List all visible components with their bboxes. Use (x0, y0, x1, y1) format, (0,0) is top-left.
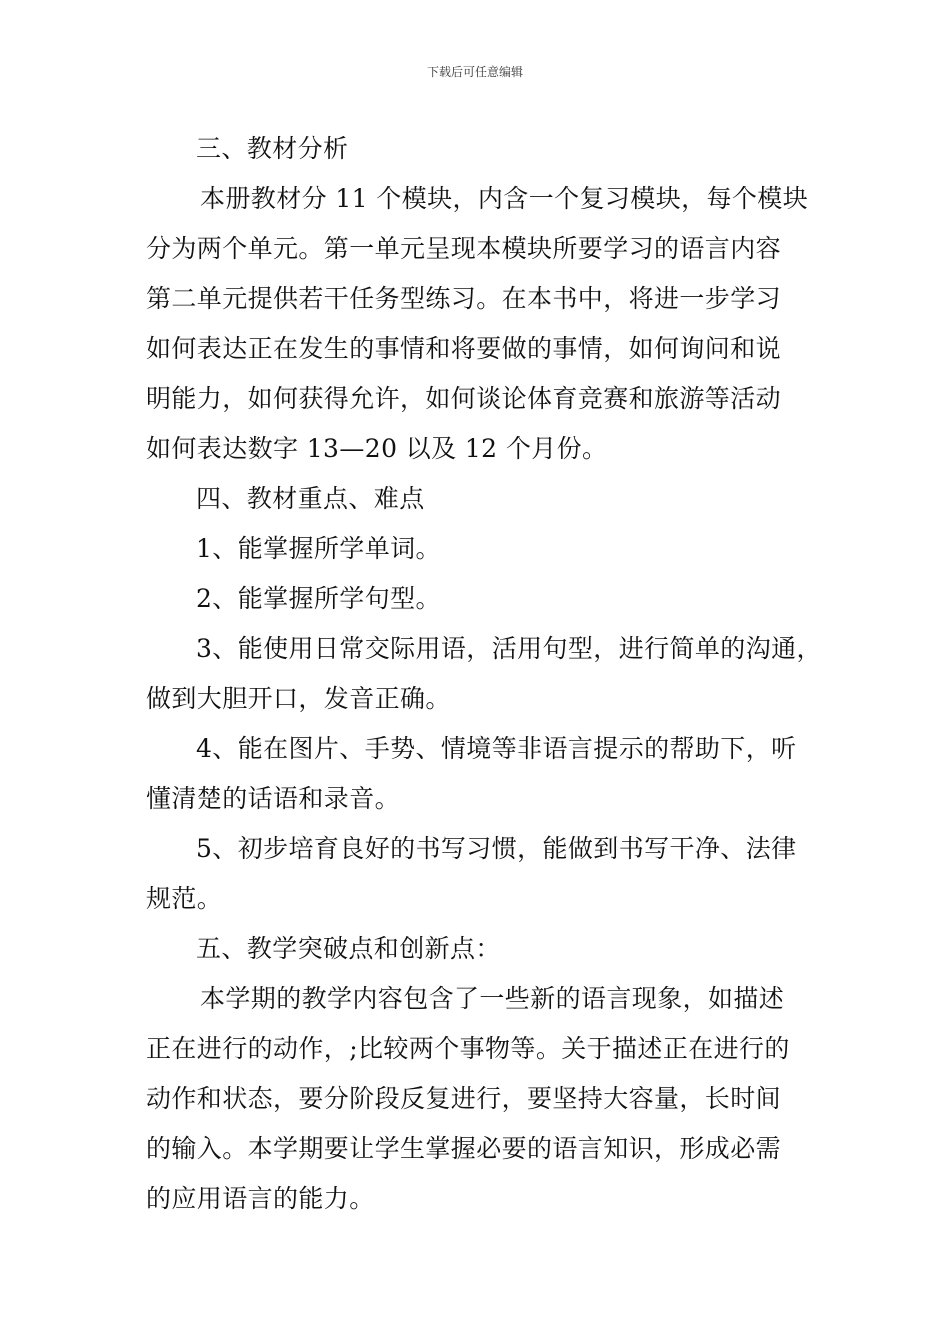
section-5-paragraph: 本学期的教学内容包含了一些新的语言现象，如描述 正在进行的动作，;比较两个事物等。关于描述正在进行的 动作和状态，要分阶段反复进行，要坚持大容量，长时间 的输入。本学期要让学生掌握必要的语言知识，形成必需 的应用语言的能力。 (146, 984, 790, 1213)
section-3-paragraph: 本册教材分 11 个模块，内含一个复习模块，每个模块 分为两个单元。第一单元呈现本模块所要学习的语言内容 第二单元提供若干任务型练习。在本书中，将进一步学习 如何表达正在发生的事情和将要做的事情，如何询问和说 明能力，如何获得允许，如何谈论体育竞赛和旅游等活动 如何表达数字 13—20 以及 12 个月份。 (146, 184, 809, 463)
section-4-title: 四、教材重点、难点 (196, 484, 425, 513)
page-header: 下载后可任意编辑 (426, 65, 523, 79)
section-4-item-4: 4、能在图片、手势、情境等非语言提示的帮助下，听 懂清楚的话语和录音。 (146, 734, 797, 813)
section-5-title: 五、教学突破点和创新点： (196, 934, 501, 963)
document-body (146, 124, 836, 1224)
section-4-item-5: 5、初步培育良好的书写习惯，能做到书写干净、法律 规范。 (146, 834, 797, 913)
section-3-title: 三、教材分析 (196, 134, 349, 163)
section-4-item-2: 2、能掌握所学句型。 (196, 584, 441, 613)
section-4-item-1: 1、能掌握所学单词。 (196, 534, 441, 563)
section-4-item-3: 3、能使用日常交际用语，活用句型，进行简单的沟通， 做到大胆开口，发音正确。 (146, 634, 822, 713)
